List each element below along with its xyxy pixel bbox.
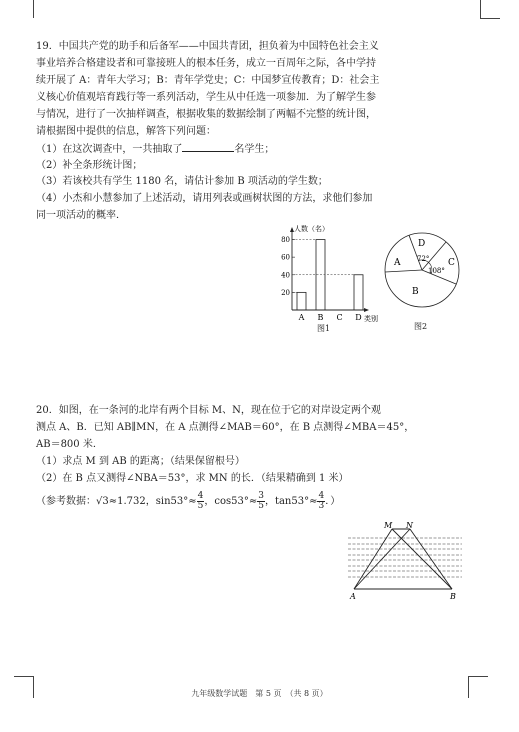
x-tick-label-b: B: [317, 313, 324, 322]
fraction-tan: $\frac{4}{3}$: [318, 491, 325, 511]
q19-part-4-line-1: （4）小杰和小慧参加了上述活动，请用列表或画树状图的方法，求他们参加: [36, 193, 373, 204]
ref-cos: ，cos53°≈: [204, 496, 258, 507]
y-axis-label: 人数（名）: [294, 225, 329, 233]
q19-line-4: 义核心价值观培育践行等一系列活动，学生从中任选一项参加．为了解学生参: [36, 92, 376, 103]
q20-line-3: AB＝800 米．: [36, 439, 103, 450]
label-b: B: [450, 592, 456, 601]
q19-part-2: （2）补全条形统计图；: [36, 160, 143, 171]
page-footer: 九年级数学试题 第 5 页 （共 8 页）: [191, 689, 328, 698]
fraction-cos: $\frac{3}{5}$: [258, 491, 264, 511]
bar-d: [354, 275, 363, 310]
q20-part-1: （1）求点 M 到 AB 的距离；（结果保留根号）: [36, 456, 245, 467]
q19-line-2: 事业培养合格建设者和可靠接班人的根本任务，成立一百周年之际，各中学持: [36, 58, 376, 69]
figure-2-caption: 图2: [414, 322, 428, 331]
x-axis-arrow: [364, 308, 369, 312]
pie-chart: [382, 226, 464, 316]
crop-mark-top-left: [33, 0, 34, 18]
x-tick-label-c: C: [336, 313, 343, 322]
q20-part-2: （2）在 B 点又测得∠NBA＝53°，求 MN 的长．（结果精确到 1 米）: [36, 473, 349, 484]
ref-end: ．）: [325, 496, 341, 507]
ref-pre: （参考数据：: [36, 496, 96, 507]
river-diagram: [344, 518, 464, 602]
label-n: N: [406, 521, 413, 530]
y-tick-label: 40: [281, 271, 290, 280]
x-tick-label-a: A: [298, 313, 305, 322]
q20-reference-data: [36, 491, 476, 513]
pie-radius-b-a: [385, 270, 422, 272]
label-m: M: [384, 521, 393, 530]
q19-line-5: 与情况，进行了一次抽样调查，根据收集的数据绘制了两幅不完整的统计图，: [36, 109, 376, 120]
pie-angle-108: 108°: [428, 267, 445, 275]
figure-1-caption: 图1: [317, 324, 331, 333]
fraction-sin: $\frac{4}{5}$: [197, 491, 204, 511]
q19-line-6: 请根据图中提供的信息，解答下列问题：: [36, 126, 216, 137]
pie-label-a: A: [394, 258, 401, 268]
crop-mark-top-right: [480, 0, 481, 18]
ref-tan: ，tan53°≈: [264, 496, 318, 507]
q19-part-1-post: 名学生；: [234, 144, 275, 155]
pie-label-b: B: [412, 287, 419, 297]
x-tick-label-d: D: [355, 313, 362, 322]
pie-angle-72: 72°: [417, 255, 430, 263]
label-a: A: [350, 592, 356, 601]
q20-line-1: 20．如图，在一条河的北岸有两个目标 M、N，现在位于它的对岸设定两个观: [36, 405, 381, 416]
bar-chart: [268, 224, 380, 322]
y-tick-label: 80: [281, 236, 290, 245]
q19-part-1-pre: （1）在这次调查中，一共抽取了: [36, 144, 183, 155]
q19-line-1: 19．中国共产党的助手和后备军——中国共青团，担负着为中国特色社会主义: [36, 41, 379, 52]
q19-line-3: 续开展了 A：青年大学习；B：青年学党史；C：中国梦宣传教育；D：社会主: [36, 75, 380, 86]
crop-mark-bottom-left-h: [14, 676, 34, 677]
y-tick-label: 20: [281, 288, 290, 297]
ref-sin: sin53°≈: [155, 496, 197, 507]
bar-a: [297, 292, 306, 310]
q19-part-4-line-2: 同一项活动的概率．: [36, 210, 126, 221]
crop-mark-top-right-h: [480, 18, 500, 19]
y-tick-label: 60: [281, 253, 290, 262]
pie-label-d: D: [418, 239, 426, 249]
x-axis-label: 类别: [364, 315, 378, 322]
q20-line-2: 测点 A、B．已知 AB∥MN，在 A 点测得∠MAB＝60°，在 B 点测得∠MBA＝45°，: [36, 422, 415, 433]
answer-blank[interactable]: [182, 142, 234, 152]
q19-part-3: （3）若该校共有学生 1180 名，请估计参加 B 项活动的学生数；: [36, 176, 328, 187]
crop-mark-bottom-right-h: [468, 676, 488, 677]
pie-label-c: C: [448, 258, 455, 268]
q19-part-1: [36, 142, 476, 156]
ref-sqrt: √3≈1.732，: [96, 496, 156, 507]
